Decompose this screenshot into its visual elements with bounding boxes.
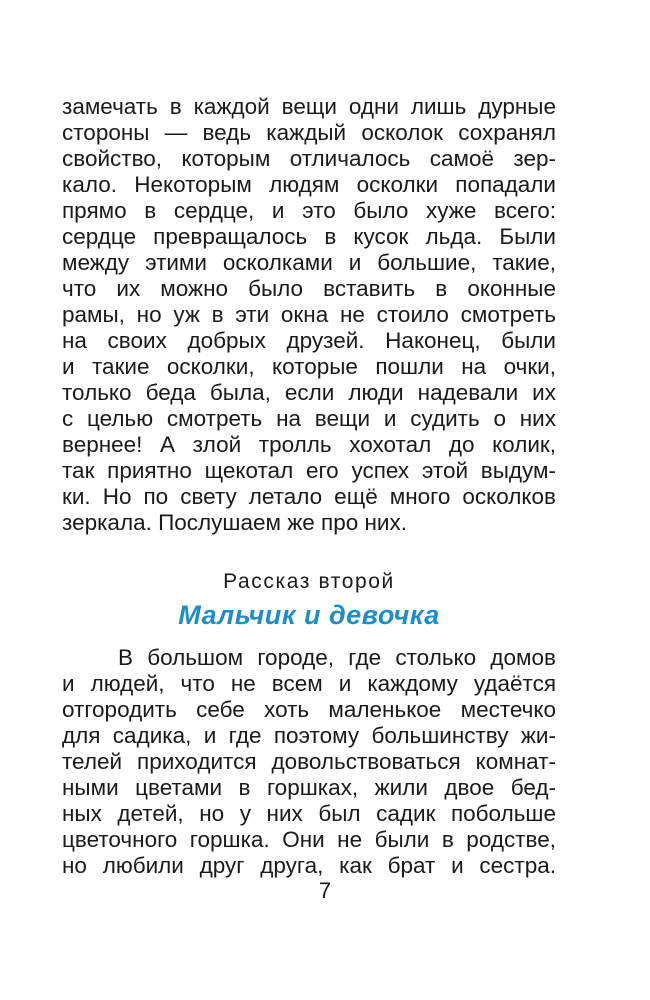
text-line: и такие осколки, которые пошли на очки, [62,354,556,379]
text-line: только беда была, если люди надевали их [62,380,556,405]
text-line: и людей, что не всем и каждому удаётся [62,671,556,696]
paragraph-chapter-start [62,645,556,879]
text-line: зеркала. Послушаем же про них. [62,510,407,535]
text-line: вернее! А злой тролль хохотал до колик, [62,432,556,457]
text-line: между этими осколками и большие, такие, [62,250,556,275]
chapter-title: Мальчик и девочка [178,600,440,630]
text-line: свойство, которым отличалось самоё зер- [62,146,556,171]
page-content [62,94,556,878]
text-line: на своих добрых друзей. Наконец, были [62,328,556,353]
text-line: ными цветами в горшках, жили двое бед- [62,775,556,800]
text-line: стороны — ведь каждый осколок сохранял [62,120,556,145]
chapter-label: Рассказ второй [223,570,395,593]
text-line: сердце превращалось в кусок льда. Были [62,224,556,249]
text-line: ных детей, но у них был садик побольше [62,801,556,826]
page-number: 7 [318,878,332,903]
paragraph-continued [62,94,556,536]
text-line: В большом городе, где столько домов [118,645,556,670]
text-line: рамы, но уж в эти окна не стоило смотреть [62,302,556,327]
text-line: но любили друг друга, как брат и сестра. [62,853,556,878]
text-line: замечать в каждой вещи одни лишь дурные [62,94,556,119]
text-line: что их можно было вставить в оконные [62,276,556,301]
text-line: ки. Но по свету летало ещё много осколков [62,484,556,509]
text-line: прямо в сердце, и это было хуже всего: [62,198,556,223]
text-line: для садика, и где поэтому большинству жи- [62,723,556,748]
text-line: телей приходится довольствоваться комнат- [62,749,556,774]
text-line: так приятно щекотал его успех этой выдум- [62,458,556,483]
text-line: кало. Некоторым людям осколки попадали [62,172,556,197]
text-line: цветочного горшка. Они не были в родстве, [62,827,556,852]
text-line: отгородить себе хоть маленькое местечко [62,697,556,722]
text-line: с целью смотреть на вещи и судить о них [62,406,556,431]
